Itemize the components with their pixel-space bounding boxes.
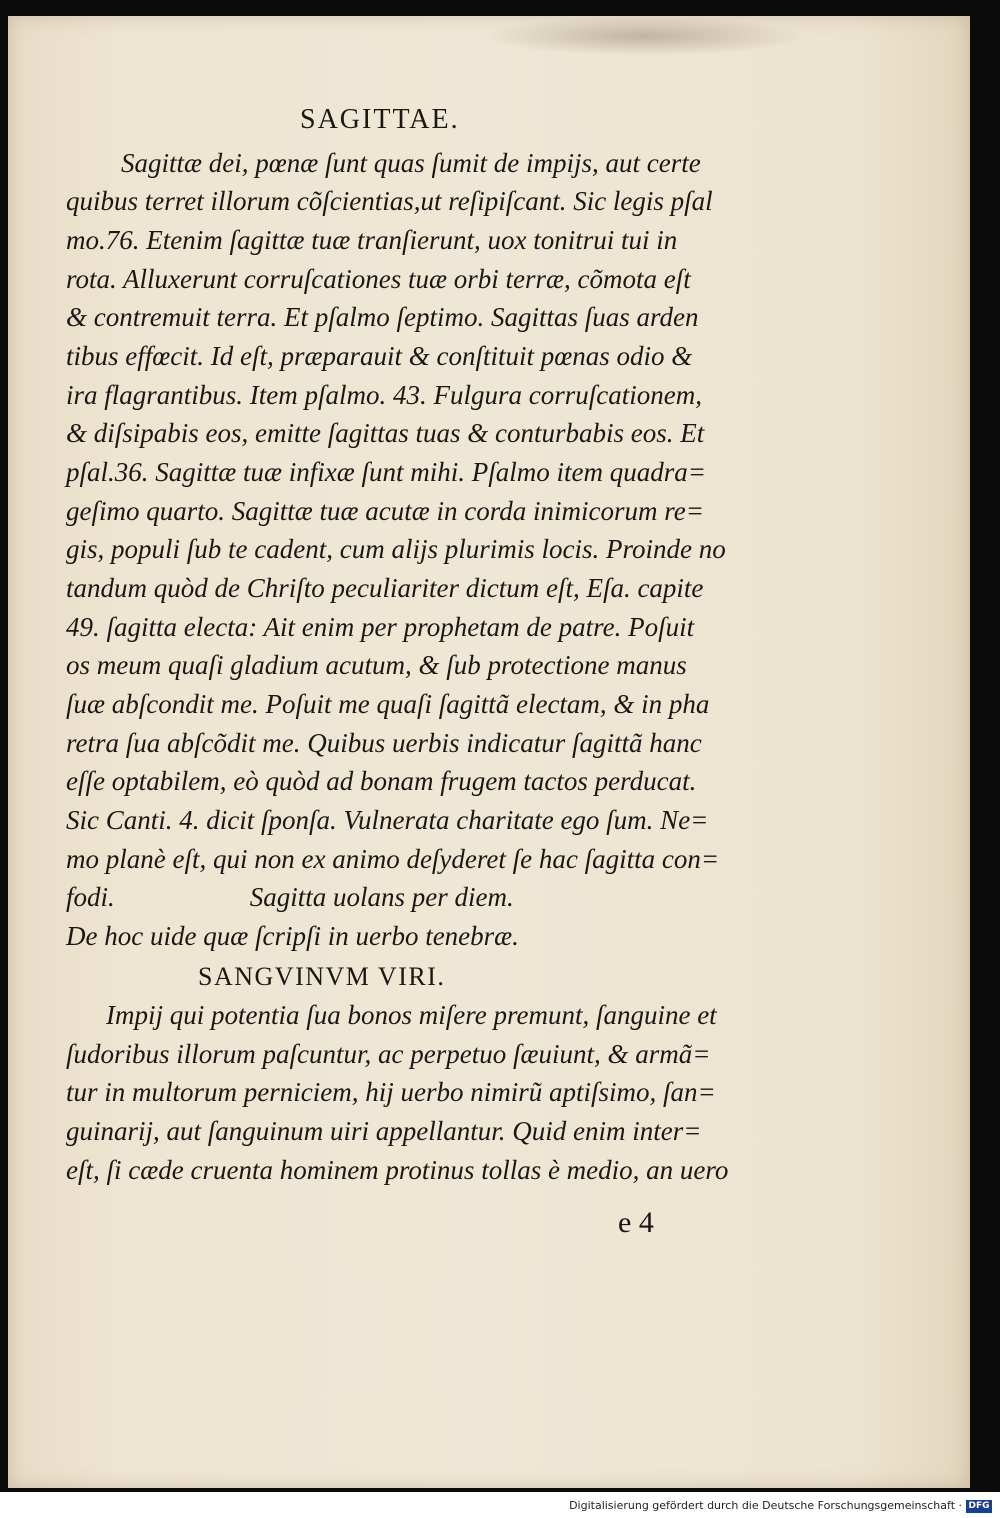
page-stain <box>478 16 808 56</box>
text-line: tur in multorum perniciem, hij uerbo nimirũ aptiſsimo, ſan= <box>66 1077 716 1107</box>
text-line: quibus terret illorum cõſcientias,ut reſipiſcant. Sic legis pſal <box>66 186 713 216</box>
text-line: & diſsipabis eos, emitte ſagittas tuas & conturbabis eos. Et <box>66 418 705 448</box>
text-line: pſal.36. Sagittæ tuæ infixæ ſunt mihi. Pſalmo item quadra= <box>66 457 706 487</box>
text-line: mo.76. Etenim ſagittæ tuæ tranſierunt, uox tonitrui tui in <box>66 225 678 255</box>
text-line: rota. Alluxerunt corruſcationes tuæ orbi terræ, cõmota eſt <box>66 264 691 294</box>
text-line: fodi. Sagitta uolans per diem. <box>66 882 514 912</box>
text-line: Impij qui potentia ſua bonos miſere premunt, ſanguine et <box>106 1000 717 1030</box>
text-line: ſudoribus illorum paſcuntur, ac perpetuo ſæuiunt, & armã= <box>66 1039 711 1069</box>
text-line: geſimo quarto. Sagittæ tuæ acutæ in corda inimicorum re= <box>66 496 704 526</box>
text-line: mo planè eſt, qui non ex animo deſyderet ſe hac ſagitta con= <box>66 844 720 874</box>
text-line: ſuæ abſcondit me. Poſuit me quaſi ſagittã electam, & in pha <box>66 689 710 719</box>
footer-credit: Digitalisierung gefördert durch die Deutsche Forschungsgemeinschaft · <box>569 1499 962 1512</box>
text-line: & contremuit terra. Et pſalmo ſeptimo. Sagittas ſuas arden <box>66 302 699 332</box>
text-line: tandum quòd de Chriſto peculiariter dictum eſt, Eſa. capite <box>66 573 704 603</box>
text-line: De hoc uide quæ ſcripſi in uerbo tenebræ. <box>66 921 519 951</box>
text-line: tibus effœcit. Id eſt, præparauit & conſtituit pœnas odio & <box>66 341 693 371</box>
page-header: SAGITTAE. <box>300 104 460 135</box>
text-line: eſſe optabilem, eò quòd ad bonam frugem tactos perducat. <box>66 766 697 796</box>
dfg-logo-icon: DFG <box>966 1500 992 1513</box>
text-line: os meum quaſi gladium acutum, & ſub protectione manus <box>66 650 687 680</box>
footer-bar <box>0 1492 1000 1518</box>
text-line: guinarij, aut ſanguinum uiri appellantur. Quid enim inter= <box>66 1116 702 1146</box>
signature-mark: e 4 <box>618 1206 654 1239</box>
text-line: retra ſua abſcõdit me. Quibus uerbis indicatur ſagittã hanc <box>66 728 702 758</box>
section-heading: SANGVINVM VIRI. <box>198 962 446 991</box>
text-line: ira flagrantibus. Item pſalmo. 43. Fulgura corruſcationem, <box>66 380 702 410</box>
text-line: gis, populi ſub te cadent, cum alijs plurimis locis. Proinde no <box>66 534 726 564</box>
text-line: Sagittæ dei, pœnæ ſunt quas ſumit de impijs, aut certe <box>121 148 701 178</box>
text-line: eſt, ſi cæde cruenta hominem protinus tollas è medio, an uero <box>66 1155 729 1185</box>
text-line: 49. ſagitta electa: Ait enim per prophetam de patre. Poſuit <box>66 612 695 642</box>
text-line: Sic Canti. 4. dicit ſponſa. Vulnerata charitate ego ſum. Ne= <box>66 805 709 835</box>
